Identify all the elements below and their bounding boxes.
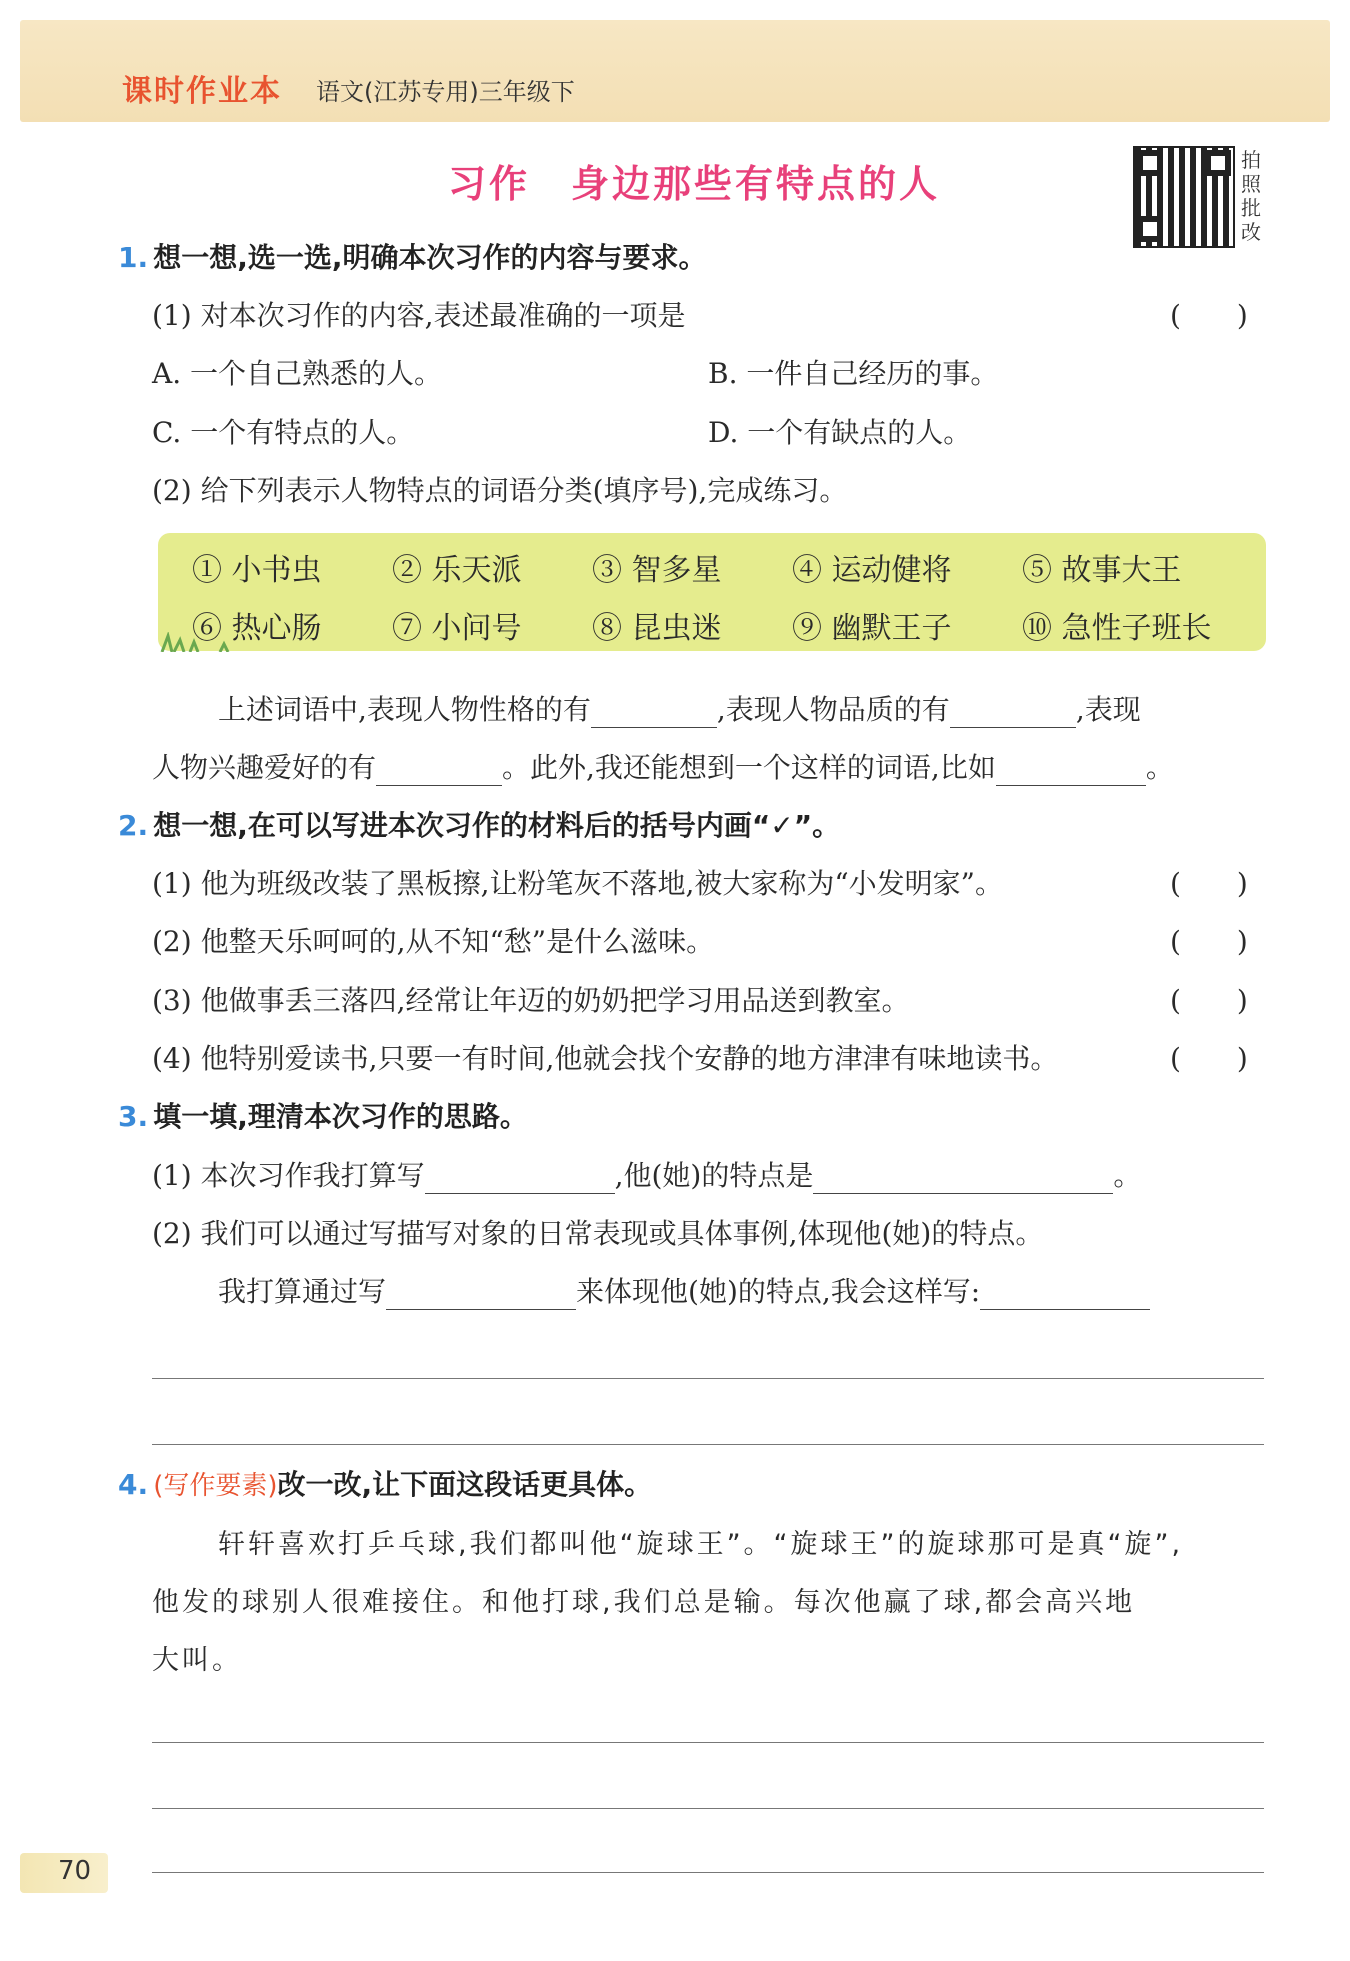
word-item: ⑤ 故事大王 [1022, 553, 1182, 588]
q3-sub1 [152, 1154, 1141, 1194]
brand-title: 课时作业本 [122, 74, 282, 109]
word-item: ⑧ 昆虫迷 [592, 611, 722, 646]
q3-sub2: (2) 我们可以通过写描写对象的日常表现或具体事例,体现他(她)的特点。 [152, 1217, 1044, 1250]
answer-line[interactable] [152, 1742, 1264, 1743]
option-a: A. 一个自己熟悉的人。 [152, 357, 443, 390]
answer-paren[interactable]: ( ) [1170, 984, 1248, 1017]
question-number: 4. [118, 1468, 149, 1501]
word-item: ⑩ 急性子班长 [1022, 611, 1212, 646]
word-item: ⑨ 幽默王子 [792, 611, 952, 646]
page-title: 习作 身边那些有特点的人 [448, 162, 941, 206]
word-item: ③ 智多星 [592, 553, 722, 588]
word-item: ⑦ 小问号 [392, 611, 522, 646]
q2-item-4: (4) 他特别爱读书,只要一有时间,他就会找个安静的地方津津有味地读书。 [152, 1042, 1059, 1075]
question-number: 2. [118, 809, 149, 842]
q4-paragraph-line2: 他发的球别人很难接住。和他打球,我们总是输。每次他赢了球,都会高兴地 [152, 1587, 1136, 1618]
q1-sub2: (2) 给下列表示人物特点的词语分类(填序号),完成练习。 [152, 474, 848, 507]
question-4-heading [118, 1463, 652, 1503]
writing-element-tag: (写作要素) [153, 1471, 278, 1501]
answer-blank[interactable] [386, 1279, 576, 1310]
fill-text: ,他(她)的特点是 [614, 1159, 814, 1192]
option-c: C. 一个有特点的人。 [152, 416, 415, 449]
q3-sub3 [218, 1270, 1150, 1310]
q1-fill-line2 [152, 746, 1174, 786]
fill-text: 我打算通过写 [218, 1275, 387, 1308]
answer-blank[interactable] [376, 755, 502, 786]
fill-text: 来体现他(她)的特点,我会这样写: [576, 1275, 981, 1308]
fill-text: ,表现人物品质的有 [716, 693, 950, 726]
fill-text: 人物兴趣爱好的有 [152, 751, 377, 784]
question-number: 3. [118, 1100, 149, 1133]
q2-item-1: (1) 他为班级改装了黑板擦,让粉笔灰不落地,被大家称为“小发明家”。 [152, 867, 1003, 900]
q2-item-3: (3) 他做事丢三落四,经常让年迈的奶奶把学习用品送到教室。 [152, 984, 910, 1017]
fill-text: (1) 本次习作我打算写 [152, 1159, 425, 1192]
question-1-heading [118, 236, 707, 276]
answer-line[interactable] [152, 1808, 1264, 1809]
answer-paren[interactable]: ( ) [1170, 1042, 1248, 1075]
answer-paren[interactable]: ( ) [1170, 867, 1248, 900]
option-b: B. 一件自己经历的事。 [708, 357, 999, 390]
answer-paren[interactable]: ( ) [1170, 299, 1248, 332]
answer-line[interactable] [152, 1378, 1264, 1379]
q4-paragraph-line1: 轩轩喜欢打乒乓球,我们都叫他“旋球王”。“旋球王”的旋球那可是真“旋”, [218, 1529, 1184, 1560]
answer-blank[interactable] [591, 697, 717, 728]
answer-blank[interactable] [980, 1279, 1150, 1310]
answer-blank[interactable] [813, 1163, 1113, 1194]
answer-paren[interactable]: ( ) [1170, 925, 1248, 958]
question-text: 填一填,理清本次习作的思路。 [153, 1100, 528, 1133]
question-text: 想一想,选一选,明确本次习作的内容与要求。 [153, 241, 707, 274]
answer-blank[interactable] [425, 1163, 615, 1194]
qr-label: 拍照批改 [1241, 148, 1261, 244]
question-2-heading [118, 804, 840, 844]
q4-paragraph-line3: 大叫。 [152, 1645, 242, 1676]
q1-fill-line1 [218, 688, 1141, 728]
answer-blank[interactable] [950, 697, 1076, 728]
word-item: ② 乐天派 [392, 553, 522, 588]
question-number: 1. [118, 241, 149, 274]
page-number: 70 [58, 1856, 92, 1886]
fill-text: 。此外,我还能想到一个这样的词语,比如 [502, 751, 996, 784]
fill-text: ,表现 [1075, 693, 1141, 726]
question-text: 改一改,让下面这段话更具体。 [277, 1468, 653, 1501]
fill-text: 上述词语中,表现人物性格的有 [218, 693, 591, 726]
answer-line[interactable] [152, 1444, 1264, 1445]
option-d: D. 一个有缺点的人。 [708, 416, 972, 449]
q2-item-2: (2) 他整天乐呵呵的,从不知“愁”是什么滋味。 [152, 925, 715, 958]
word-item: ④ 运动健将 [792, 553, 952, 588]
fill-text: 。 [1113, 1159, 1142, 1192]
word-item: ⑥ 热心肠 [192, 611, 322, 646]
word-item: ① 小书虫 [192, 553, 322, 588]
fill-text: 。 [1145, 751, 1174, 784]
qr-corner-mark [1137, 216, 1163, 242]
question-text: 想一想,在可以写进本次习作的材料后的括号内画“✓”。 [153, 809, 841, 842]
answer-line[interactable] [152, 1872, 1264, 1873]
question-3-heading [118, 1095, 528, 1135]
q1-sub1: (1) 对本次习作的内容,表述最准确的一项是 [152, 299, 686, 332]
answer-blank[interactable] [996, 755, 1146, 786]
subject-label: 语文(江苏专用)三年级下 [316, 78, 575, 106]
